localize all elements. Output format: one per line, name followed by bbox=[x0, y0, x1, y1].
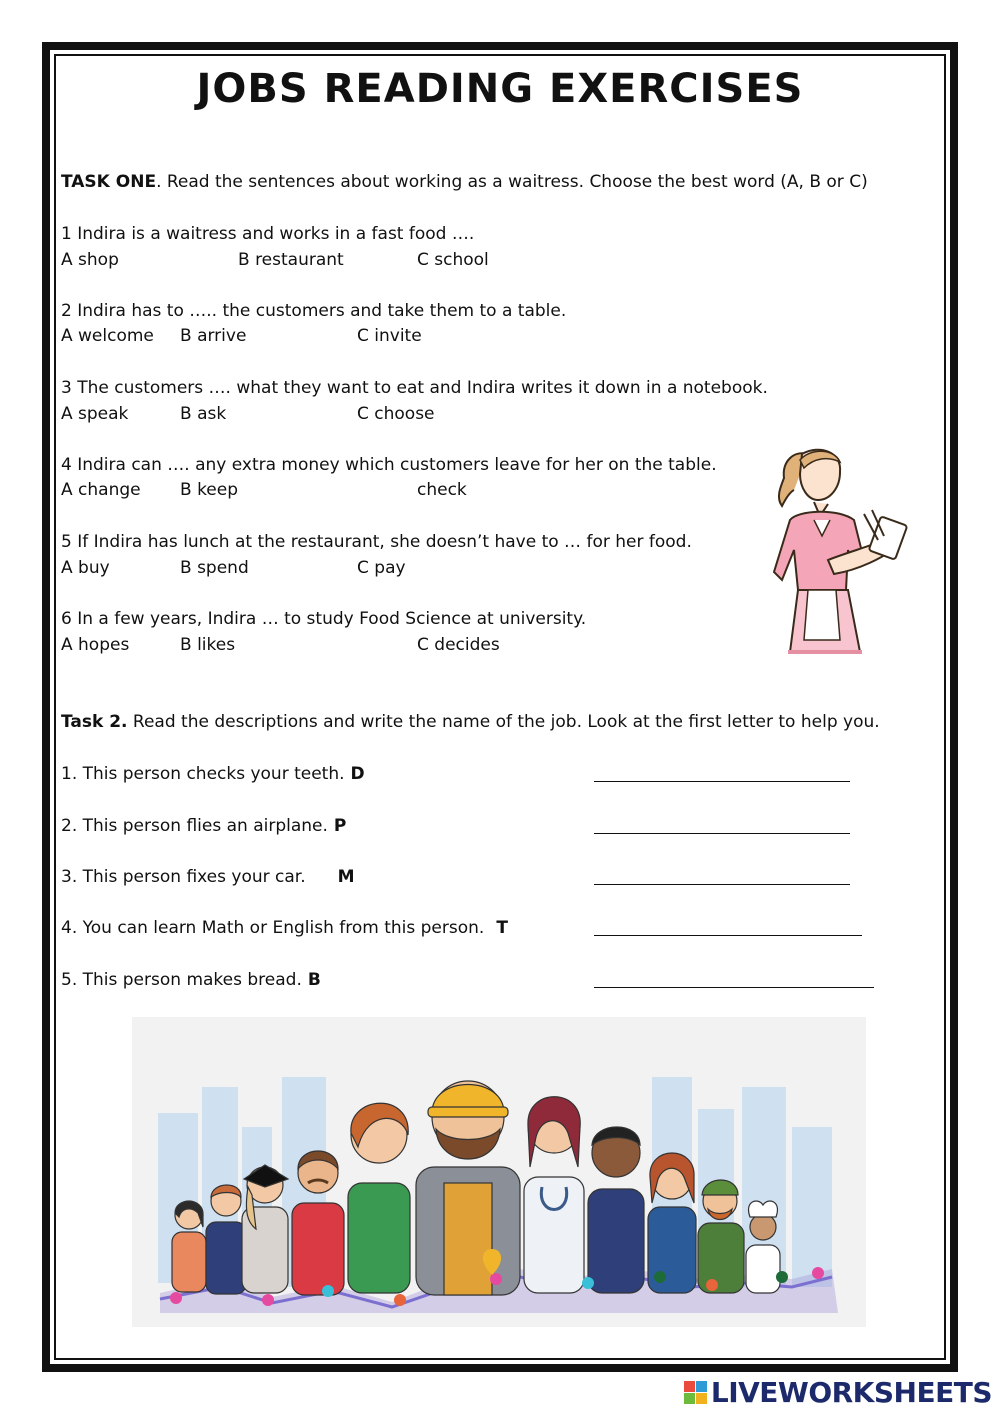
logo-mark-icon bbox=[684, 1381, 707, 1404]
q2-option-b[interactable]: B arrive bbox=[180, 326, 247, 346]
answer-blank-5[interactable] bbox=[594, 987, 874, 988]
q3-option-c[interactable]: C choose bbox=[357, 404, 435, 424]
q5-option-a[interactable]: A buy bbox=[61, 558, 110, 578]
question-4: 4 Indira can …. any extra money which customers leave for her on the table. bbox=[61, 455, 717, 475]
task2-item-5-text: 5. This person makes bread. bbox=[61, 970, 302, 990]
question-5: 5 If Indira has lunch at the restaurant, she doesn’t have to … for her food. bbox=[61, 532, 692, 552]
question-6: 6 In a few years, Indira … to study Food Science at university. bbox=[61, 609, 587, 629]
q1-option-a[interactable]: A shop bbox=[61, 250, 119, 270]
waitress-illustration bbox=[768, 440, 918, 665]
q5-option-b[interactable]: B spend bbox=[180, 558, 249, 578]
q1-option-c[interactable]: C school bbox=[417, 250, 489, 270]
occupations-illustration bbox=[132, 1017, 866, 1327]
answer-blank-4[interactable] bbox=[594, 935, 862, 936]
task2-item-5 bbox=[61, 970, 321, 990]
task2-item-4-text: 4. You can learn Math or English from this person. bbox=[61, 918, 485, 938]
q2-option-c[interactable]: C invite bbox=[357, 326, 422, 346]
task2-item-1 bbox=[61, 764, 365, 784]
brand-name: LIVEWORKSHEETS bbox=[710, 1376, 992, 1409]
q3-option-a[interactable]: A speak bbox=[61, 404, 129, 424]
task1-heading bbox=[61, 172, 868, 192]
task2-item-5-hint: B bbox=[307, 970, 321, 990]
q6-option-b[interactable]: B likes bbox=[180, 635, 236, 655]
q4-option-c[interactable]: check bbox=[417, 480, 467, 500]
task2-item-3 bbox=[61, 867, 355, 887]
answer-blank-3[interactable] bbox=[594, 884, 850, 885]
task2-item-3-hint: M bbox=[337, 867, 355, 887]
liveworksheets-logo bbox=[684, 1376, 992, 1409]
q4-option-a[interactable]: A change bbox=[61, 480, 141, 500]
task1-label: TASK ONE bbox=[61, 172, 157, 192]
task2-item-4 bbox=[61, 918, 508, 938]
q5-option-c[interactable]: C pay bbox=[357, 558, 406, 578]
page-title: JOBS READING EXERCISES bbox=[196, 66, 804, 112]
q6-option-c[interactable]: C decides bbox=[417, 635, 500, 655]
task2-instruction: Read the descriptions and write the name of the job. Look at the first letter to help you. bbox=[127, 712, 880, 732]
task2-item-2-text: 2. This person flies an airplane. bbox=[61, 816, 328, 836]
q1-option-b[interactable]: B restaurant bbox=[238, 250, 344, 270]
task2-heading bbox=[61, 712, 880, 732]
question-2: 2 Indira has to ….. the customers and take them to a table. bbox=[61, 301, 567, 321]
answer-blank-1[interactable] bbox=[594, 781, 850, 782]
q2-option-a[interactable]: A welcome bbox=[61, 326, 154, 346]
q3-option-b[interactable]: B ask bbox=[180, 404, 227, 424]
task2-item-4-hint: T bbox=[496, 918, 508, 938]
task1-instruction: . Read the sentences about working as a waitress. Choose the best word (A, B or C) bbox=[156, 172, 868, 192]
answer-blank-2[interactable] bbox=[594, 833, 850, 834]
task2-label: Task 2. bbox=[61, 712, 128, 732]
task2-item-1-hint: D bbox=[350, 764, 365, 784]
task2-item-2-hint: P bbox=[333, 816, 347, 836]
q6-option-a[interactable]: A hopes bbox=[61, 635, 130, 655]
task2-item-1-text: 1. This person checks your teeth. bbox=[61, 764, 345, 784]
question-1: 1 Indira is a waitress and works in a fast food …. bbox=[61, 224, 475, 244]
task2-item-3-text: 3. This person fixes your car. bbox=[61, 867, 306, 887]
question-3: 3 The customers …. what they want to eat and Indira writes it down in a notebook. bbox=[61, 378, 768, 398]
q4-option-b[interactable]: B keep bbox=[180, 480, 239, 500]
task2-item-2 bbox=[61, 816, 346, 836]
